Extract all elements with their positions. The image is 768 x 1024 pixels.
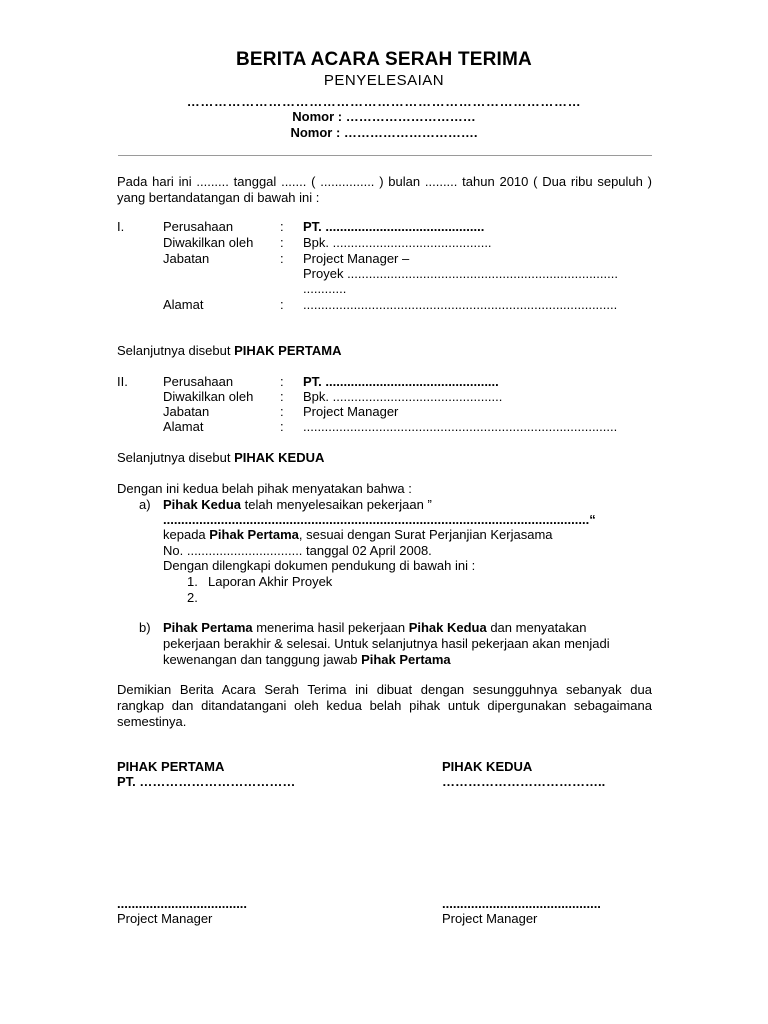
party2-perusahaan-value: PT. ................................................	[303, 374, 499, 389]
party1-jabatan-value-3: ............	[303, 281, 347, 296]
party2-colon: :	[280, 374, 284, 389]
doc-2-number: 2.	[187, 590, 198, 605]
party1-ref-prefix: Selanjutnya disebut	[117, 343, 235, 358]
party1-numeral: I.	[117, 219, 125, 234]
party2-colon: :	[280, 389, 284, 404]
doc-1-number: 1.	[187, 574, 198, 589]
item-a-line-2: ......................................................................................................................“	[163, 512, 596, 527]
signature-left-role: Project Manager	[117, 911, 213, 926]
closing-paragraph: Demikian Berita Acara Serah Terima ini dibuat dengan sesungguhnya sebanyak dua rangkap dan ditandatangani oleh kedua belah pihak untuk dipergunakan sebagaimana semestinya.	[117, 682, 652, 729]
doc-1-text: Laporan Akhir Proyek	[208, 574, 333, 589]
party2-diwakilkan-value: Bpk. ...............................................	[303, 389, 503, 404]
item-a-line-3	[163, 527, 553, 543]
party1-perusahaan-value: PT. ............................................	[303, 219, 485, 234]
item-b-line-2: pekerjaan berakhir & selesai. Untuk selanjutnya hasil pekerjaan akan menjadi	[163, 636, 610, 651]
item-b-pihak-pertama-2: Pihak Pertama	[361, 652, 451, 667]
party2-alamat-value: .......................................................................................	[303, 419, 618, 434]
party1-colon: :	[280, 235, 284, 250]
item-a-line-1	[163, 497, 432, 513]
item-b-line-3-pre: kewenangan dan tanggung jawab	[163, 652, 362, 667]
signature-left-company: PT. ………………………………	[117, 774, 296, 789]
party2-colon: :	[280, 419, 284, 434]
item-b-line-1-mid: menerima hasil pekerjaan	[252, 620, 409, 635]
signature-left-heading: PIHAK PERTAMA	[117, 759, 225, 774]
party1-jabatan-value-1: Project Manager –	[303, 251, 410, 266]
signature-right-heading: PIHAK KEDUA	[442, 759, 533, 774]
intro-paragraph: Pada hari ini ......... tanggal ....... ( ............... ) bulan ......... tahun 2010 ( Dua ribu sepuluh ) yang bertandatangan di bawah ini :	[117, 174, 652, 205]
party2-jabatan-value: Project Manager	[303, 404, 399, 419]
item-a-line-3-rest: , sesuai dengan Surat Perjanjian Kerjasama	[298, 527, 553, 542]
statement-intro: Dengan ini kedua belah pihak menyatakan bahwa :	[117, 481, 412, 496]
item-b-pihak-kedua: Pihak Kedua	[408, 620, 487, 635]
party1-alamat-label: Alamat	[163, 297, 204, 312]
party2-jabatan-label: Jabatan	[163, 404, 210, 419]
item-b-pihak-pertama: Pihak Pertama	[163, 620, 253, 635]
item-b-line-3	[163, 652, 451, 668]
party1-perusahaan-label: Perusahaan	[163, 219, 234, 234]
party2-numeral: II.	[117, 374, 128, 389]
item-a-line-3-pre: kepada	[163, 527, 210, 542]
party1-diwakilkan-value: Bpk. ............................................	[303, 235, 492, 250]
item-a-line-4: No. ................................ tanggal 02 April 2008.	[163, 543, 432, 558]
signature-left-line: ....................................	[117, 896, 248, 911]
header-divider	[118, 155, 652, 156]
party2-perusahaan-label: Perusahaan	[163, 374, 234, 389]
item-a-pihak-kedua: Pihak Kedua	[163, 497, 242, 512]
item-b-line-1-rest: dan menyatakan	[486, 620, 587, 635]
item-a-line-1-rest: telah menyelesaikan pekerjaan ”	[241, 497, 432, 512]
party1-ref-name: PIHAK PERTAMA	[234, 343, 342, 358]
signature-right-role: Project Manager	[442, 911, 538, 926]
party1-jabatan-value-2: Proyek ...........................................................................	[303, 266, 618, 281]
nomor-line-2: Nomor : ………………………….	[290, 125, 478, 140]
party2-diwakilkan-label: Diwakilkan oleh	[163, 389, 254, 404]
item-a-marker: a)	[139, 497, 151, 512]
party1-colon: :	[280, 251, 284, 266]
party1-colon: :	[280, 297, 284, 312]
party1-jabatan-label: Jabatan	[163, 251, 210, 266]
header-dots-line: ……………………………………………………………………………	[186, 94, 582, 109]
item-a-line-5: Dengan dilengkapi dokumen pendukung di bawah ini :	[163, 558, 476, 573]
party1-diwakilkan-label: Diwakilkan oleh	[163, 235, 254, 250]
party1-alamat-value: .......................................................................................	[303, 297, 618, 312]
document-title: BERITA ACARA SERAH TERIMA	[236, 49, 532, 70]
party1-reference	[117, 343, 341, 359]
document-subtitle: PENYELESAIAN	[323, 72, 445, 89]
item-b-line-1	[163, 620, 586, 636]
party2-ref-prefix: Selanjutnya disebut	[117, 450, 235, 465]
party2-ref-name: PIHAK KEDUA	[234, 450, 325, 465]
signature-right-company: ………………………………..	[442, 774, 606, 789]
item-b-marker: b)	[139, 620, 151, 635]
party2-reference	[117, 450, 324, 466]
signature-right-line: ............................................	[442, 896, 601, 911]
party1-colon: :	[280, 219, 284, 234]
party2-colon: :	[280, 404, 284, 419]
item-a-pihak-pertama: Pihak Pertama	[209, 527, 299, 542]
party2-alamat-label: Alamat	[163, 419, 204, 434]
nomor-line-1: Nomor : …………………………	[292, 109, 476, 124]
